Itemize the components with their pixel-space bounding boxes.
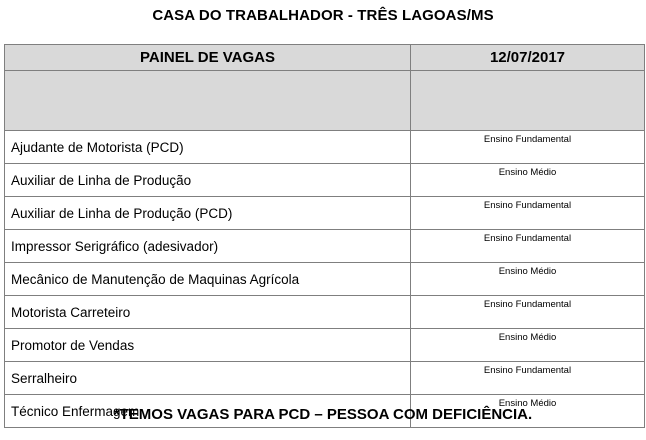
education-cell: Ensino Médio [411,329,645,362]
blank-cell-right [411,71,645,131]
education-cell: Ensino Fundamental [411,131,645,164]
table-header-row [5,45,645,71]
page-title: CASA DO TRABALHADOR - TRÊS LAGOAS/MS [152,7,494,24]
header-panel-title: PAINEL DE VAGAS [5,45,411,71]
education-cell: Ensino Médio [411,164,645,197]
table-row [5,230,645,263]
job-title-cell: Impressor Serigráfico (adesivador) [5,230,411,263]
table-row [5,164,645,197]
table-blank-row [5,71,645,131]
education-cell: Ensino Fundamental [411,230,645,263]
job-title-cell: Auxiliar de Linha de Produção [5,164,411,197]
table-row [5,296,645,329]
table-row [5,197,645,230]
education-cell: Ensino Médio [411,395,645,428]
blank-cell-left [5,71,411,131]
table-row [5,131,645,164]
job-title-cell: Mecânico de Manutenção de Maquinas Agrícola [5,263,411,296]
pcd-footer-note: *TEMOS VAGAS PARA PCD – PESSOA COM DEFICIÊNCIA. [113,406,533,423]
education-cell: Ensino Médio [411,263,645,296]
education-cell: Ensino Fundamental [411,296,645,329]
job-title-cell: Serralheiro [5,362,411,395]
job-title-cell: Ajudante de Motorista (PCD) [5,131,411,164]
job-title-cell: Promotor de Vendas [5,329,411,362]
job-title-cell: Auxiliar de Linha de Produção (PCD) [5,197,411,230]
job-title-cell: Técnico Enfermagem [5,395,411,428]
table-row [5,329,645,362]
table-row [5,263,645,296]
header-date: 12/07/2017 [411,45,645,71]
job-title-cell: Motorista Carreteiro [5,296,411,329]
job-table [4,44,645,428]
education-cell: Ensino Fundamental [411,197,645,230]
table-row [5,362,645,395]
education-cell: Ensino Fundamental [411,362,645,395]
